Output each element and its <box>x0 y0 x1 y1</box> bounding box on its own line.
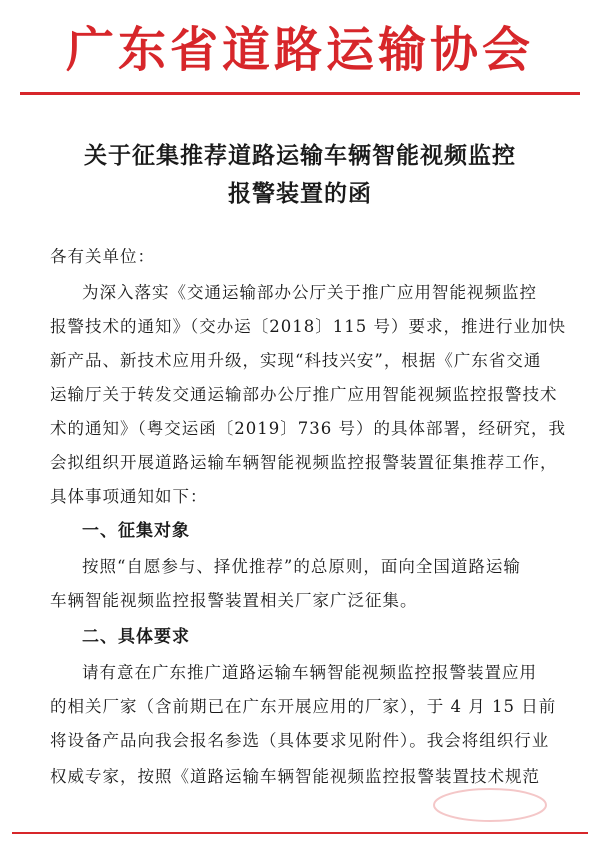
document-title <box>0 137 600 213</box>
intro-line: 为深入落实《交通运输部办公厅关于推广应用智能视频监控 <box>82 283 537 302</box>
salutation: 各有关单位： <box>50 247 155 266</box>
intro-line: 具体事项通知如下： <box>50 487 208 506</box>
section-1-line: 按照“自愿参与、择优推荐”的总原则，面向全国道路运输 <box>82 557 521 576</box>
section-2-line: 权威专家，按照《道路运输车辆智能视频监控报警装置技术规范 <box>50 767 540 786</box>
section-2-line: 的相关厂家（含前期已在广东开展应用的厂家），于 4 月 15 日前 <box>50 697 557 716</box>
letterhead-red-rule <box>20 92 580 95</box>
document-title-line-1: 关于征集推荐道路运输车辆智能视频监控 <box>84 142 516 169</box>
footer-red-rule <box>12 832 588 834</box>
intro-line: 报警技术的通知》（交办运〔2018〕115 号）要求，推进行业加快 <box>50 317 566 336</box>
stamp-watermark-icon <box>430 785 550 825</box>
section-2-line: 将设备产品向我会报名参选（具体要求见附件）。我会将组织行业 <box>50 731 550 750</box>
letterhead <box>0 8 600 88</box>
section-1-line: 车辆智能视频监控报警装置相关厂家广泛征集。 <box>50 591 418 610</box>
section-2-line: 请有意在广东推广道路运输车辆智能视频监控报警装置应用 <box>82 663 537 682</box>
letterhead-org-name: 广东省道路运输协会 <box>65 22 534 78</box>
document-title-line-2: 报警装置的函 <box>228 180 372 207</box>
section-2-heading: 二、具体要求 <box>82 627 190 647</box>
intro-line: 术的通知》（粤交运函〔2019〕736 号）的具体部署，经研究，我 <box>50 419 566 438</box>
intro-line: 会拟组织开展道路运输车辆智能视频监控报警装置征集推荐工作， <box>50 453 558 472</box>
intro-line: 新产品、新技术应用升级，实现“科技兴安”，根据《广东省交通 <box>50 351 542 370</box>
section-1-heading: 一、征集对象 <box>82 521 190 541</box>
intro-line: 运输厅关于转发交通运输部办公厅推广应用智能视频监控报警技术 <box>50 385 558 404</box>
